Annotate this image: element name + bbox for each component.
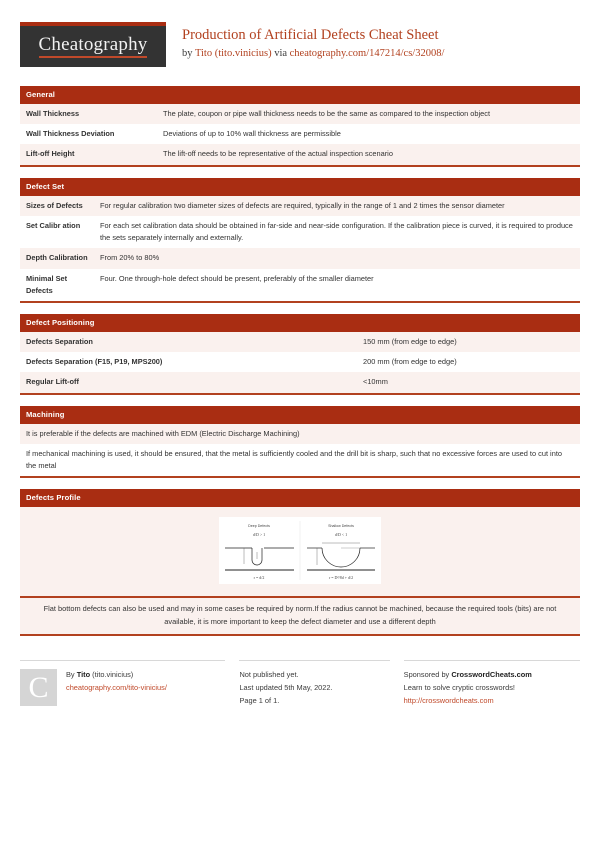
footer-sponsor-column (404, 660, 580, 708)
logo-text: Cheatography (39, 35, 148, 58)
footer-by-label: By (66, 670, 77, 680)
row-key: Wall Thickness Deviation (26, 129, 115, 139)
byline-prefix: by (182, 48, 195, 60)
row-value: Four. One through-hole defect should be present, preferably of the smaller diameter (100, 273, 374, 283)
row-key: Depth Calibration (26, 253, 88, 263)
defects-profile-body (20, 507, 580, 596)
svg-text:Shallow Defects: Shallow Defects (328, 524, 354, 529)
row-key: Wall Thickness (26, 109, 80, 118)
section-heading-general: General (20, 86, 580, 104)
footer-sponsor-line (404, 669, 580, 682)
table-row (20, 444, 580, 476)
row-key: Minimal Set Defects (26, 273, 68, 295)
footer-author-handle: (tito.vinicius) (90, 670, 134, 680)
row-note: If mechanical machining is used, it should be ensured, that the metal is sufficiently cooled and the drill bit is sharp, such that no excessive forces are used to cut into the metal (26, 448, 562, 471)
row-value: <10mm (363, 377, 388, 387)
avatar: C (20, 669, 57, 706)
svg-text:d/D < 1: d/D < 1 (334, 532, 348, 538)
footer-sponsor-name: CrosswordCheats.com (451, 670, 532, 680)
row-key: Sizes of Defects (26, 200, 83, 210)
table-row (20, 424, 580, 444)
svg-text:Deep Defects: Deep Defects (248, 524, 270, 529)
table-row (20, 144, 580, 164)
defects-profile-note: Flat bottom defects can also be used and may in some cases be required by norm.If the radius cannot be machined, because the required tools (bits) are not available, it is more important to keep the defect diameter and use a different depth (20, 596, 580, 634)
title-block (166, 22, 444, 61)
table-row (20, 104, 580, 124)
table-general (20, 104, 580, 165)
row-value: 150 mm (from edge to edge) (363, 336, 457, 346)
row-value: The plate, coupon or pipe wall thickness needs to be the same as compared to the inspection object (163, 109, 491, 118)
row-value: Deviations of up to 10% wall thickness are permissible (163, 129, 341, 139)
table-row (20, 124, 580, 144)
row-key: Defects Separation (F15, P19, MPS200) (26, 357, 163, 367)
byline-middle: via (271, 48, 290, 60)
byline (182, 47, 444, 61)
footer-sponsor-prefix: Sponsored by (403, 670, 452, 680)
table-row (20, 196, 580, 216)
footer-author-name: Tito (76, 670, 91, 680)
row-value: 200 mm (from edge to edge) (363, 357, 457, 367)
section-defects-profile (20, 489, 580, 636)
masthead (20, 22, 580, 70)
table-row (20, 332, 580, 352)
byline-source-link[interactable]: cheatography.com/147214/cs/32008/ (289, 48, 445, 60)
footer-author-line (66, 669, 167, 682)
cheatography-logo[interactable] (20, 22, 166, 67)
table-row (20, 248, 580, 268)
footer-publish-status: Not published yet. (239, 670, 299, 680)
page-title: Production of Artificial Defects Cheat Sheet (182, 27, 439, 43)
defect-profile-svg (219, 517, 381, 584)
footer-author-column (20, 660, 225, 708)
table-defect-set (20, 196, 580, 301)
table-row (20, 216, 580, 248)
row-value: For regular calibration two diameter sizes of defects are required, typically in the range of 1 and 2 times the sensor diameter (100, 200, 505, 210)
defect-profile-diagram (219, 517, 381, 584)
section-general (20, 86, 580, 167)
section-heading-defects-profile: Defects Profile (20, 489, 580, 507)
footer-author-url[interactable]: cheatography.com/tito-vinicius/ (66, 683, 167, 693)
row-note: It is preferable if the defects are machined with EDM (Electric Discharge Machining) (26, 428, 300, 438)
section-machining (20, 406, 580, 479)
footer-sponsor-tagline: Learn to solve cryptic crosswords! (403, 683, 515, 693)
svg-text:d/D > 1: d/D > 1 (252, 532, 266, 538)
footer-author-info (66, 669, 167, 708)
footer-last-updated: Last updated 5th May, 2022. (239, 683, 333, 693)
row-value: From 20% to 80% (100, 253, 160, 263)
table-machining (20, 424, 580, 477)
row-value: For each set calibration data should be obtained in far-side and near-side configuration. If the calibration piece is curved, it is required to produce the sets separately internally and externally. (100, 220, 573, 243)
row-key: Defects Separation (26, 336, 93, 346)
svg-text:r = D²/8d + d/2: r = D²/8d + d/2 (328, 575, 354, 581)
svg-text:r = d/2: r = d/2 (253, 575, 265, 581)
footer-publish-column (239, 660, 389, 708)
section-heading-defect-positioning: Defect Positioning (20, 314, 580, 332)
table-row (20, 269, 580, 301)
section-heading-machining: Machining (20, 406, 580, 424)
section-heading-defect-set: Defect Set (20, 178, 580, 196)
footer-sponsor-url[interactable]: http://crosswordcheats.com (403, 696, 494, 706)
table-row (20, 352, 580, 372)
row-key: Lift-off Height (26, 149, 75, 159)
table-defect-positioning (20, 332, 580, 393)
page-footer (20, 650, 580, 708)
section-defect-positioning (20, 314, 580, 395)
byline-author[interactable]: Tito (tito.vinicius) (194, 48, 272, 60)
row-key: Set Calibr ation (26, 220, 81, 230)
section-defect-set (20, 178, 580, 303)
row-key: Regular Lift-off (26, 377, 79, 387)
footer-page-count: Page 1 of 1. (239, 696, 280, 706)
row-value: The lift-off needs to be representative of the actual inspection scenario (163, 149, 393, 159)
table-row (20, 372, 580, 392)
